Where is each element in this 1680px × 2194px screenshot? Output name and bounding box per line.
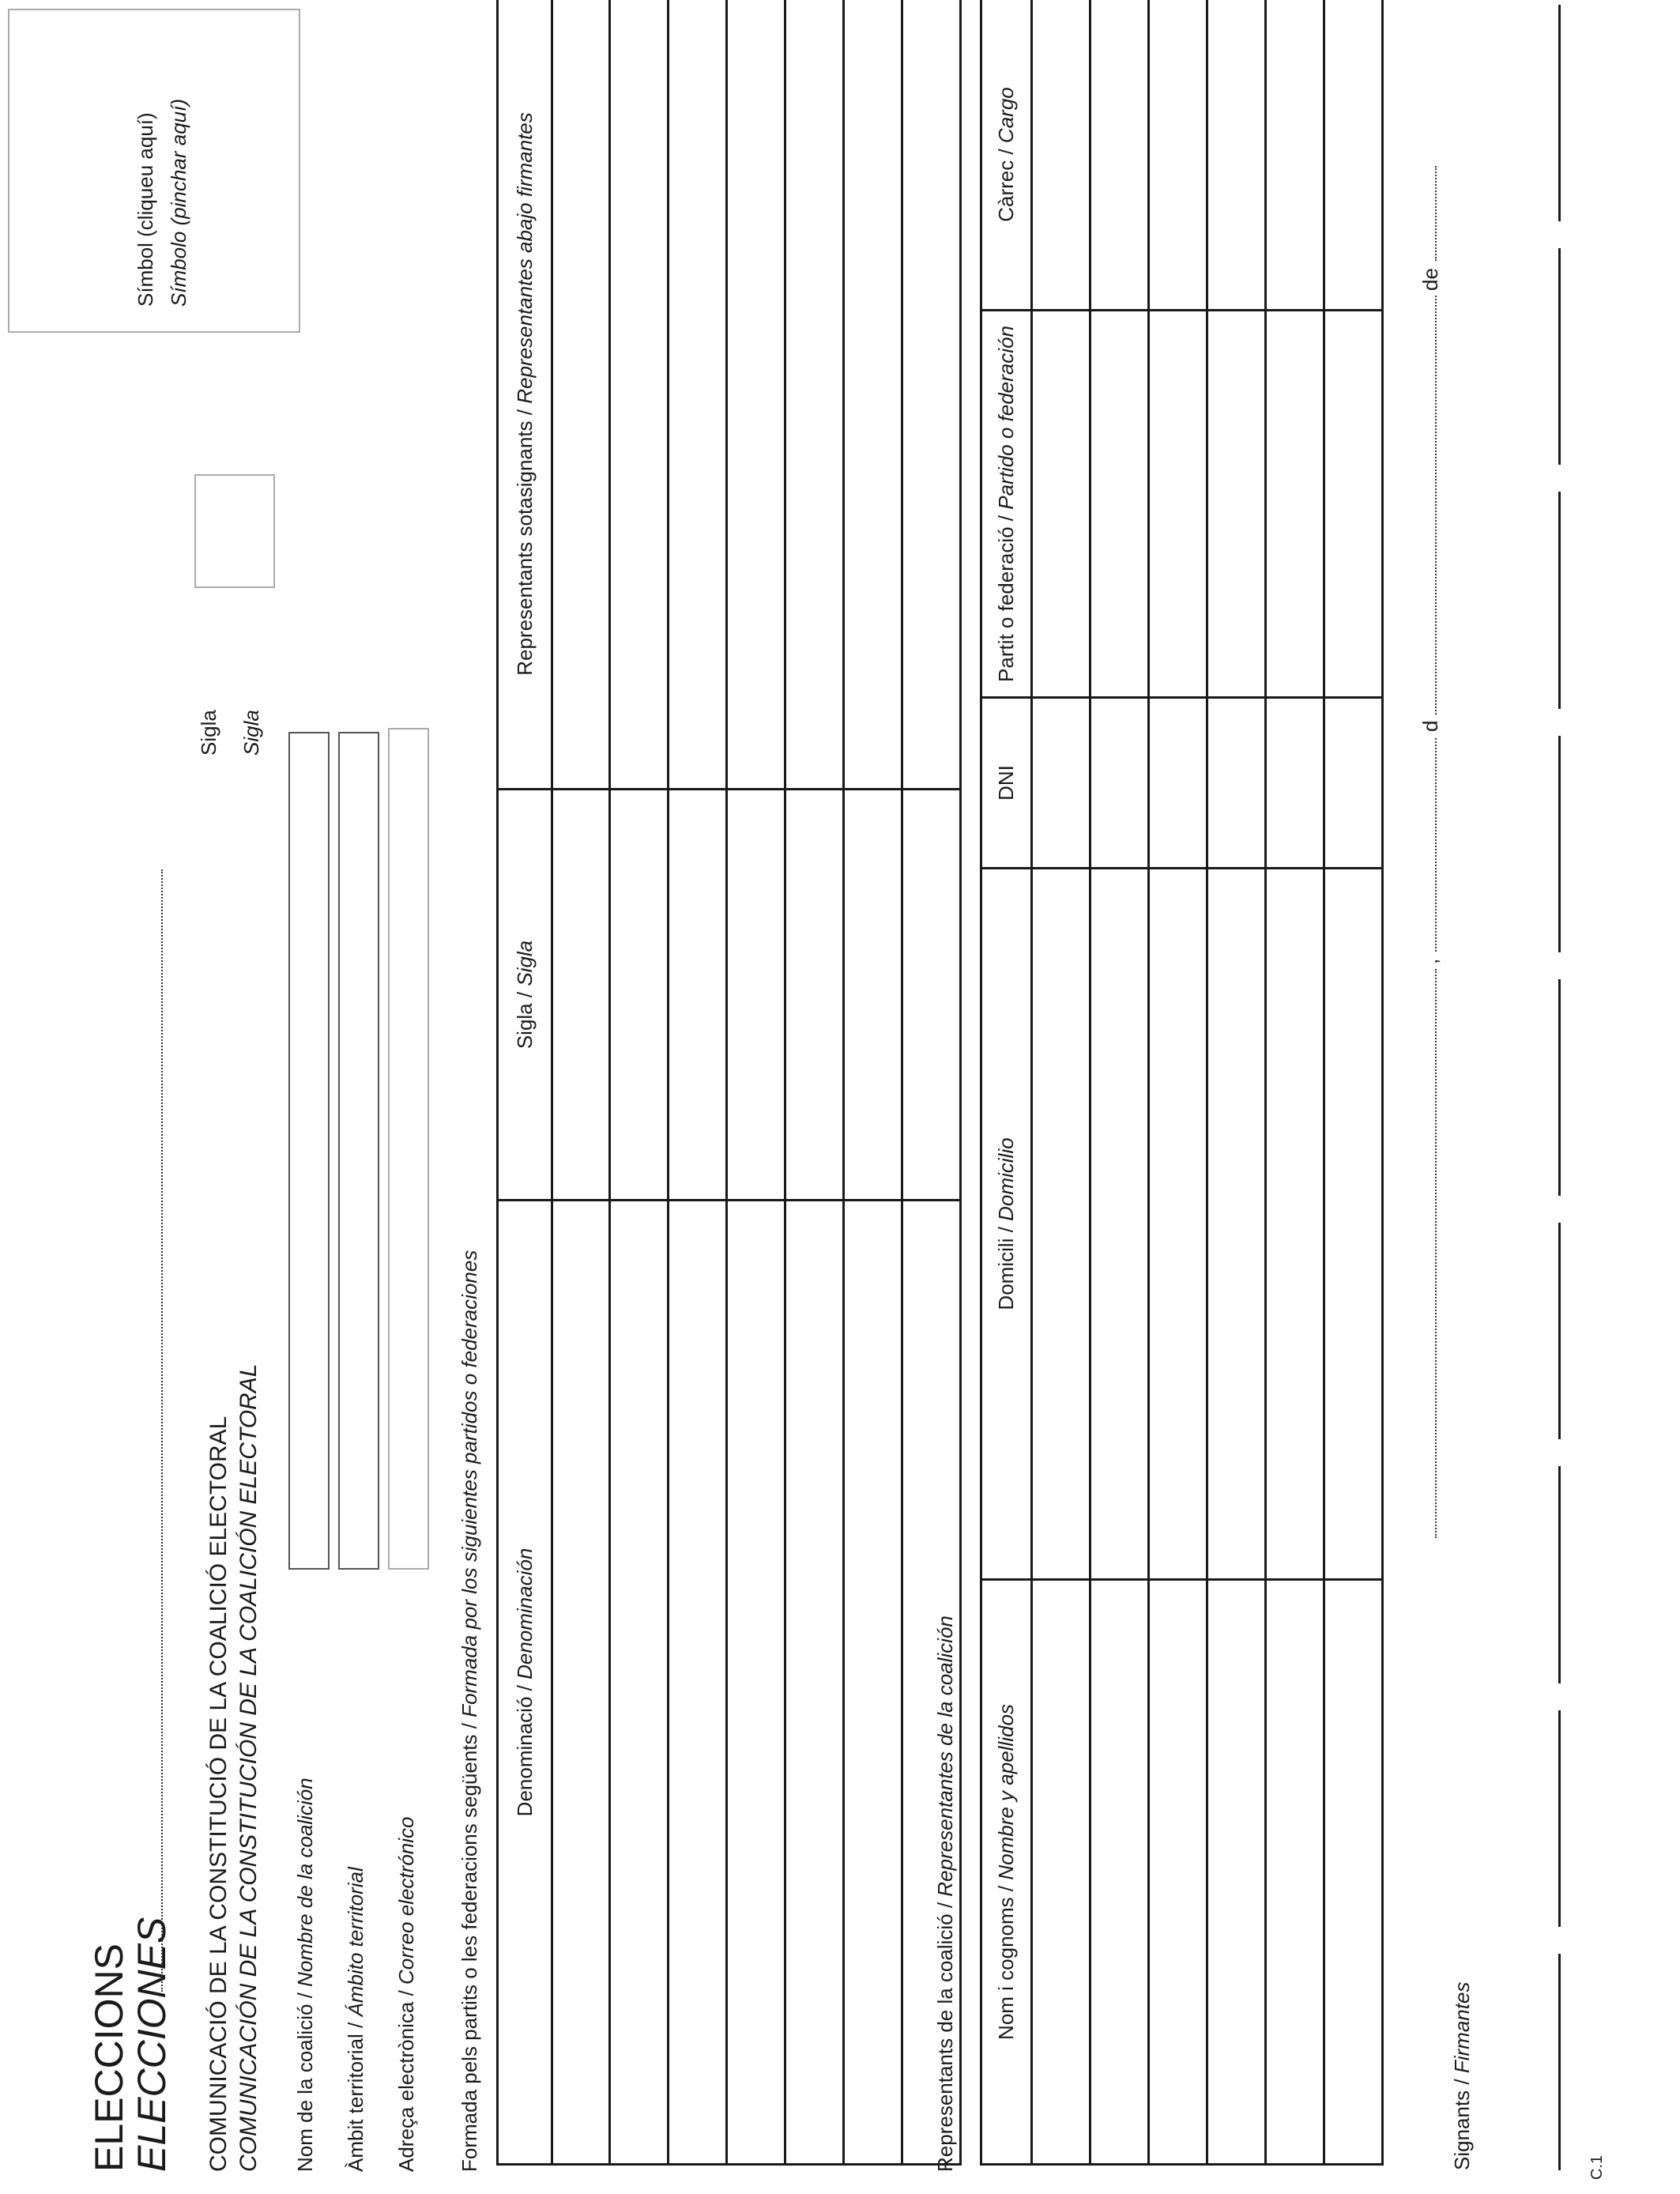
table-cell[interactable] bbox=[1207, 0, 1266, 311]
table-cell[interactable] bbox=[844, 0, 902, 790]
parties-table bbox=[496, 0, 962, 2166]
year-line[interactable] bbox=[1435, 166, 1437, 261]
table-cell[interactable] bbox=[902, 790, 961, 1201]
table-cell[interactable] bbox=[1149, 698, 1207, 869]
symbol-label-spanish: Símbolo (pinchar aquí) bbox=[167, 98, 190, 307]
table-cell[interactable] bbox=[1324, 698, 1383, 869]
day-line[interactable] bbox=[1435, 738, 1437, 952]
email-label: Adreça electrònica / Correo electrónico bbox=[394, 1816, 418, 2172]
table-row bbox=[1032, 0, 1090, 2165]
table-cell[interactable] bbox=[1207, 1580, 1266, 2165]
table-cell[interactable] bbox=[1324, 869, 1383, 1580]
column-header-party: Partit o federació / Partido o federación bbox=[981, 311, 1032, 698]
signature-line[interactable] bbox=[1558, 1710, 1561, 1927]
table-cell[interactable] bbox=[1149, 311, 1207, 698]
table-row bbox=[552, 0, 610, 2165]
signature-line[interactable] bbox=[1558, 1954, 1561, 2170]
heading-spanish: COMUNICACIÓN DE LA CONSTITUCIÓN DE LA COALICIÓN ELECTORAL bbox=[235, 1363, 262, 2172]
table-cell[interactable] bbox=[727, 1201, 785, 2165]
table-cell[interactable] bbox=[785, 790, 844, 1201]
place-line[interactable] bbox=[1435, 969, 1437, 1538]
table-row bbox=[1090, 0, 1149, 2165]
coalition-name-label: Nom de la coalició / Nombre de la coalición bbox=[293, 1777, 317, 2172]
date-de-label: de bbox=[1418, 268, 1442, 291]
date-comma: , bbox=[1418, 958, 1442, 964]
representatives-table bbox=[980, 0, 1384, 2166]
column-header-sigla: Sigla / Sigla bbox=[498, 790, 552, 1201]
table-row bbox=[1207, 0, 1266, 2165]
table-row bbox=[727, 0, 785, 2165]
table-row bbox=[1266, 0, 1324, 2165]
table-cell[interactable] bbox=[1324, 0, 1383, 311]
column-header-address: Domicili / Domicilio bbox=[981, 869, 1032, 1580]
signature-line[interactable] bbox=[1558, 5, 1561, 221]
table-cell[interactable] bbox=[1207, 869, 1266, 1580]
form-code: C.1 bbox=[1588, 2154, 1606, 2180]
table-row bbox=[785, 0, 844, 2165]
table-row bbox=[669, 0, 727, 2165]
table-cell[interactable] bbox=[1032, 698, 1090, 869]
table-row bbox=[610, 0, 669, 2165]
table-cell[interactable] bbox=[902, 0, 961, 790]
table-cell[interactable] bbox=[785, 1201, 844, 2165]
table-row bbox=[1324, 0, 1383, 2165]
table-cell[interactable] bbox=[610, 790, 669, 1201]
table-cell[interactable] bbox=[1149, 1580, 1207, 2165]
table-cell[interactable] bbox=[1266, 698, 1324, 869]
table-row bbox=[844, 0, 902, 2165]
column-header-full-name: Nom i cognoms / Nombre y apellidos bbox=[981, 1580, 1032, 2165]
table-cell[interactable] bbox=[727, 790, 785, 1201]
signature-line[interactable] bbox=[1558, 1223, 1561, 1439]
month-line[interactable] bbox=[1435, 296, 1437, 714]
table-cell[interactable] bbox=[552, 790, 610, 1201]
sigla-input[interactable] bbox=[194, 474, 275, 588]
table-cell[interactable] bbox=[610, 1201, 669, 2165]
signature-line[interactable] bbox=[1558, 979, 1561, 1196]
coalition-name-field[interactable] bbox=[288, 732, 330, 1570]
table-cell[interactable] bbox=[727, 0, 785, 790]
table-cell[interactable] bbox=[552, 0, 610, 790]
sigla-label-spanish: Sigla bbox=[239, 710, 263, 756]
table-cell[interactable] bbox=[1266, 0, 1324, 311]
table-cell[interactable] bbox=[1090, 311, 1149, 698]
table-cell[interactable] bbox=[1266, 311, 1324, 698]
column-header-signing-representatives: Representants sotasignants / Representantes abajo firmantes bbox=[498, 0, 552, 790]
table-cell[interactable] bbox=[1266, 1580, 1324, 2165]
table-cell[interactable] bbox=[844, 1201, 902, 2165]
table-cell[interactable] bbox=[1149, 869, 1207, 1580]
table-cell[interactable] bbox=[669, 0, 727, 790]
table-cell[interactable] bbox=[1032, 1580, 1090, 2165]
signature-line[interactable] bbox=[1558, 736, 1561, 952]
representatives-section-label: Representants de la coalició / Representantes de la coalición bbox=[933, 1615, 957, 2172]
table-cell[interactable] bbox=[1324, 311, 1383, 698]
column-header-dni: DNI bbox=[981, 698, 1032, 869]
table-cell[interactable] bbox=[1032, 869, 1090, 1580]
table-cell[interactable] bbox=[1149, 0, 1207, 311]
table-cell[interactable] bbox=[1032, 311, 1090, 698]
table-cell[interactable] bbox=[844, 790, 902, 1201]
symbol-label-catalan: Símbol (cliqueu aquí) bbox=[134, 112, 157, 307]
signants-label: Signants / Firmantes bbox=[1450, 1981, 1474, 2170]
table-cell[interactable] bbox=[1090, 0, 1149, 311]
table-cell[interactable] bbox=[1324, 1580, 1383, 2165]
territorial-scope-field[interactable] bbox=[338, 732, 379, 1570]
table-cell[interactable] bbox=[1032, 0, 1090, 311]
territorial-scope-label: Àmbit territorial / Ámbito territorial bbox=[344, 1867, 367, 2172]
email-field[interactable] bbox=[388, 728, 429, 1570]
signature-line[interactable] bbox=[1558, 492, 1561, 708]
table-cell[interactable] bbox=[1090, 698, 1149, 869]
table-cell[interactable] bbox=[1207, 311, 1266, 698]
election-name-line[interactable] bbox=[161, 869, 163, 1992]
date-d-label: d bbox=[1418, 720, 1442, 732]
column-header-denomination: Denominació / Denominación bbox=[498, 1201, 552, 2165]
table-cell[interactable] bbox=[1090, 1580, 1149, 2165]
table-cell[interactable] bbox=[1090, 869, 1149, 1580]
table-cell[interactable] bbox=[1266, 869, 1324, 1580]
signature-line[interactable] bbox=[1558, 1466, 1561, 1683]
title-catalan: ELECCIONS bbox=[87, 1943, 131, 2172]
heading-catalan: COMUNICACIÓ DE LA CONSTITUCIÓ DE LA COALICIÓ ELECTORAL bbox=[205, 1416, 232, 2172]
table-cell[interactable] bbox=[1207, 698, 1266, 869]
table-cell[interactable] bbox=[785, 0, 844, 790]
table-cell[interactable] bbox=[669, 1201, 727, 2165]
sigla-label-catalan: Sigla bbox=[197, 710, 220, 756]
parties-section-label: Formada pels partits o les federacions següents / Formada por los siguientes partidos o federaciones bbox=[458, 1250, 481, 2172]
table-cell[interactable] bbox=[610, 0, 669, 790]
title-spanish: ELECCIONES bbox=[130, 1917, 174, 2172]
signature-line[interactable] bbox=[1558, 248, 1561, 465]
table-row bbox=[1149, 0, 1207, 2165]
table-cell[interactable] bbox=[669, 790, 727, 1201]
table-cell[interactable] bbox=[552, 1201, 610, 2165]
column-header-position: Càrrec / Cargo bbox=[981, 0, 1032, 311]
